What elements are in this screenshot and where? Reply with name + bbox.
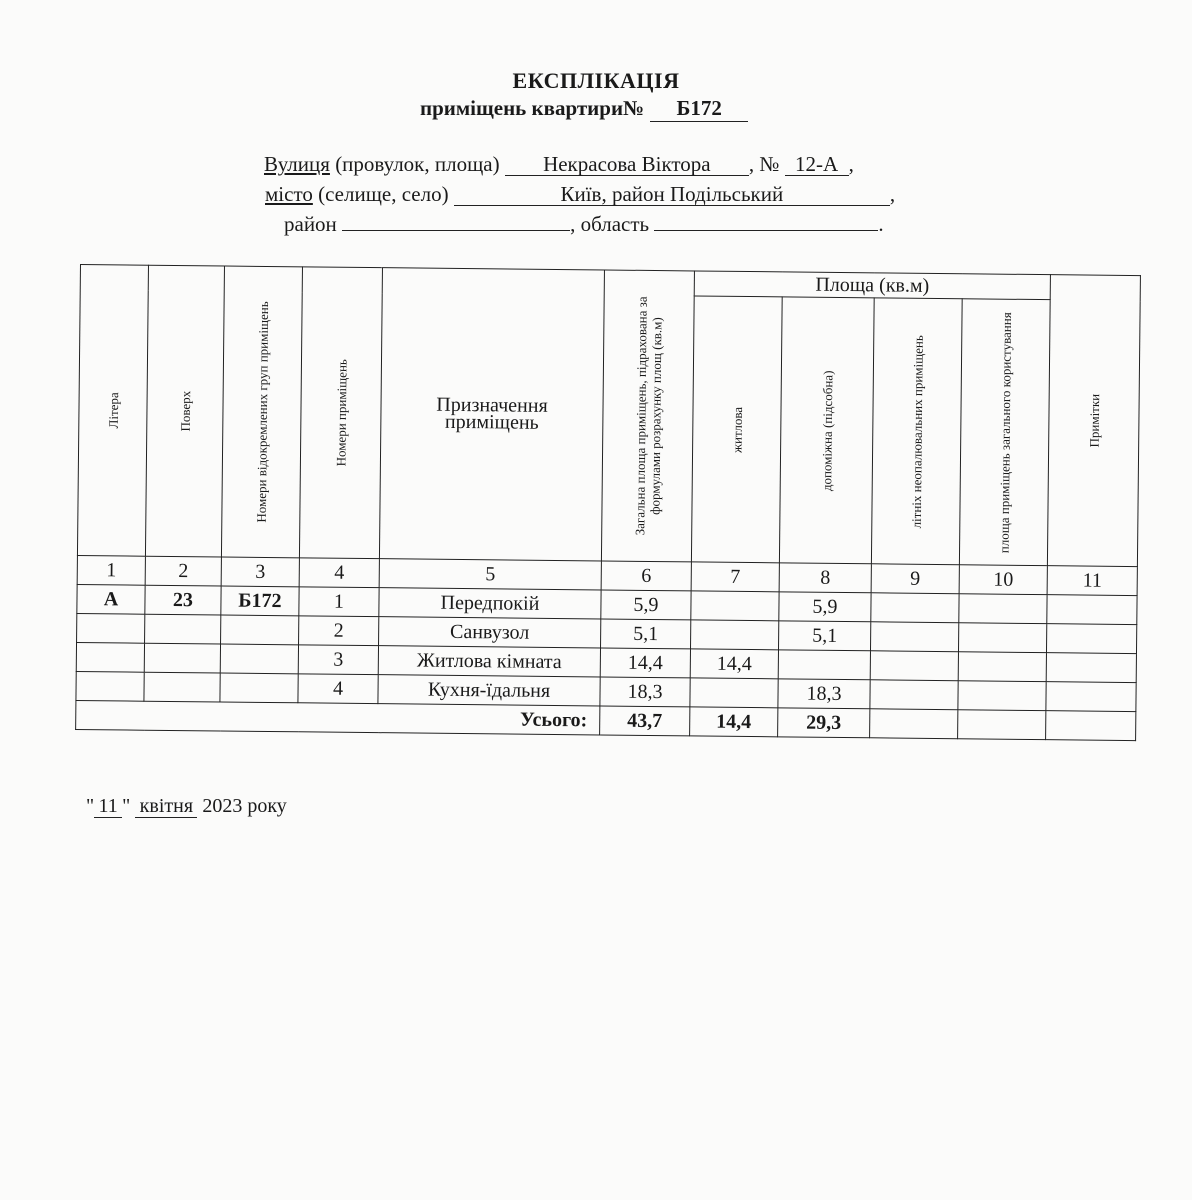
col-number: 10	[959, 565, 1047, 595]
city-label: місто	[265, 182, 313, 206]
header-area-group: Площа (кв.м)	[694, 271, 1050, 300]
document-subtitle	[420, 96, 748, 122]
cell-room-number: 2	[299, 616, 379, 646]
cell-floor	[144, 643, 220, 673]
cell-letter	[77, 613, 145, 643]
district-value	[342, 230, 570, 231]
cell-total-area: 5,1	[601, 619, 691, 649]
cell-floor	[144, 672, 220, 702]
cell-total-area: 18,3	[600, 677, 690, 707]
city-line	[265, 182, 895, 207]
date-month: квітня	[135, 795, 197, 818]
cell-notes	[1047, 624, 1137, 654]
region-end: .	[878, 212, 884, 236]
cell-purpose: Санвузол	[379, 617, 601, 648]
house-prefix: , №	[748, 152, 780, 176]
district-label: район	[284, 212, 337, 236]
cell-total-area: 5,9	[601, 590, 691, 620]
col-number: 9	[871, 564, 959, 594]
cell-room-number: 3	[298, 645, 378, 675]
cell-summer-area	[870, 622, 958, 652]
col-number: 2	[145, 556, 221, 586]
cell-living-area: 14,4	[690, 649, 778, 679]
col-number: 7	[691, 562, 779, 592]
cell-total-area: 14,4	[600, 648, 690, 678]
explication-table	[75, 264, 1141, 741]
cell-common-area	[959, 594, 1047, 624]
document-date	[86, 795, 287, 818]
cell-notes	[1046, 682, 1136, 712]
street-label-rest: (провулок, площа)	[329, 152, 500, 176]
cell-notes	[1047, 595, 1137, 625]
cell-living-area	[691, 591, 779, 621]
cell-common-area	[958, 681, 1046, 711]
cell-floor	[145, 614, 221, 644]
district-line	[284, 212, 884, 237]
cell-auxiliary-area: 5,9	[779, 592, 871, 622]
col-number: 3	[221, 557, 299, 587]
street-line	[264, 152, 854, 177]
subtitle-label: приміщень квартири№	[420, 96, 645, 120]
cell-floor: 23	[145, 585, 221, 615]
header-notes: Примітки	[1047, 275, 1140, 567]
col-number: 5	[379, 559, 601, 590]
cell-auxiliary-area	[778, 650, 870, 680]
total-living: 14,4	[690, 707, 778, 737]
street-value: Некрасова Віктора	[505, 153, 749, 176]
cell-living-area	[690, 678, 778, 708]
header-purpose: Призначення приміщень	[379, 268, 604, 561]
city-suffix: ,	[889, 182, 896, 206]
header-common: площа приміщень загального користування	[959, 299, 1050, 566]
date-day: 11	[94, 795, 122, 818]
header-group-numbers: Номери відокремлених груп приміщень	[221, 266, 302, 558]
cell-summer-area	[870, 680, 958, 710]
total-notes	[1046, 711, 1136, 741]
cell-group	[221, 615, 299, 645]
cell-letter	[76, 671, 144, 701]
cell-room-number: 4	[298, 674, 378, 704]
street-label: Вулиця	[264, 152, 330, 176]
cell-notes	[1046, 653, 1136, 683]
cell-summer-area	[870, 651, 958, 681]
cell-group	[220, 644, 298, 674]
header-auxiliary: допоміжна (підсобна)	[779, 297, 874, 564]
total-summer	[870, 709, 958, 739]
house-number: 12-А	[785, 153, 849, 176]
cell-purpose: Житлова кімната	[378, 646, 600, 677]
col-number: 8	[779, 563, 871, 593]
col-number: 6	[601, 561, 691, 591]
cell-common-area	[958, 652, 1046, 682]
region-value	[654, 230, 878, 231]
apartment-number: Б172	[650, 96, 748, 122]
total-label: Усього:	[76, 700, 600, 734]
city-value: Київ, район Подільський	[454, 183, 890, 206]
cell-living-area	[691, 620, 779, 650]
cell-common-area	[958, 623, 1046, 653]
cell-summer-area	[871, 593, 959, 623]
cell-letter: А	[77, 584, 145, 614]
cell-auxiliary-area: 5,1	[778, 621, 870, 651]
total-area: 43,7	[600, 706, 690, 736]
header-living: житлова	[691, 296, 782, 563]
total-common	[958, 710, 1046, 740]
header-room-numbers: Номери приміщень	[299, 267, 382, 559]
col-number: 11	[1047, 566, 1137, 596]
header-total-area: Загальна площа приміщень, підрахована за формулами розрахунку площ (кв.м)	[601, 270, 694, 562]
cell-room-number: 1	[299, 587, 379, 617]
date-quote-open: "	[86, 795, 95, 817]
cell-auxiliary-area: 18,3	[778, 679, 870, 709]
cell-group	[220, 673, 298, 703]
col-number: 1	[77, 555, 145, 585]
date-year: 2023 року	[202, 795, 287, 817]
header-letter: Літера	[77, 265, 148, 557]
cell-purpose: Кухня-їдальня	[378, 675, 600, 706]
house-suffix: ,	[848, 152, 854, 176]
header-floor: Поверх	[145, 265, 224, 557]
cell-purpose: Передпокій	[379, 588, 601, 619]
col-number: 4	[299, 558, 379, 588]
region-label: , область	[570, 212, 650, 236]
document-title: ЕКСПЛІКАЦІЯ	[512, 68, 680, 93]
cell-letter	[76, 642, 144, 672]
total-auxiliary: 29,3	[778, 708, 870, 738]
city-label-rest: (селище, село)	[312, 182, 449, 206]
header-summer: літніх неопалювальних приміщень	[871, 298, 962, 565]
date-quote-close: "	[122, 795, 131, 817]
cell-group: Б172	[221, 586, 299, 616]
